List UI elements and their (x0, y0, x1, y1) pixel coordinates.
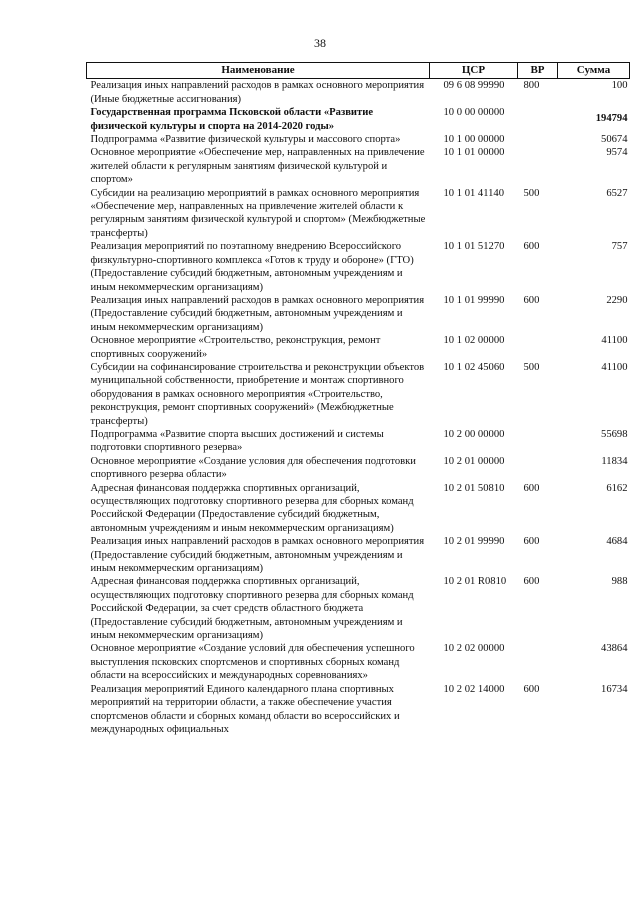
header-name: Наименование (87, 63, 430, 79)
row-sum-cell: 9574 (606, 147, 628, 159)
row-name-cell: Государственная программа Псковской области «Развитие физической культуры и спорта на 2014-2020 годы» (90, 107, 374, 132)
row-csr-cell: 10 1 01 41140 (443, 187, 505, 199)
table-row (87, 240, 630, 294)
table-header-row (87, 63, 630, 79)
row-name-cell: Субсидии на софинансирование строительства и реконструкции объектов муниципальной собственности, приобретение и монтаж спортивного оборудования в рамках основного мероприятия «Строительство, реконструкция, ремонт спортивных сооружений» (Межбюджетные трансферты) (90, 361, 425, 427)
row-csr-cell: 10 2 02 00000 (443, 643, 505, 655)
row-vr-cell: 600 (523, 536, 540, 548)
row-sum-cell: 50674 (601, 134, 628, 146)
row-csr-cell: 10 1 02 00000 (443, 335, 505, 347)
row-vr-cell: 600 (523, 683, 540, 695)
row-name-cell: Реализация мероприятий Единого календарного плана спортивных мероприятий на территории области, а также обеспечение участия спортсменов области и сборных команд области во всероссийских и международных официальных (90, 683, 400, 735)
row-name-cell: Подпрограмма «Развитие спорта высших достижений и системы подготовки спортивного резерва» (90, 428, 384, 454)
row-sum-cell: 2290 (606, 294, 628, 306)
table-row (87, 79, 630, 106)
row-csr-cell: 10 2 01 50810 (443, 482, 505, 494)
table-row (87, 294, 630, 334)
row-name-cell: Адресная финансовая поддержка спортивных организаций, осуществляющих подготовку спортивного резерва для сборных команд Российской Федерации, за счет средств областного бюджета (Предоставление субсидий бюджетным, автономным учреждениям и иным некоммерческим организациям) (90, 576, 414, 642)
row-vr-cell (518, 428, 558, 455)
row-sum-cell: 6527 (606, 187, 628, 199)
row-name-cell: Основное мероприятие «Создание условия для обеспечения подготовки спортивного резерва области» (90, 455, 416, 481)
header-sum: Сумма (558, 63, 630, 79)
row-csr-cell: 10 2 01 99990 (443, 536, 505, 548)
row-sum-cell: 194794 (595, 113, 628, 125)
row-csr-cell: 10 2 00 00000 (443, 428, 505, 440)
row-vr-cell (518, 334, 558, 361)
row-csr-cell: 10 1 01 51270 (443, 241, 505, 253)
table-row (87, 187, 630, 241)
table-row (87, 683, 630, 737)
header-csr: ЦСР (430, 63, 518, 79)
header-vr: ВР (518, 63, 558, 79)
row-vr-cell (518, 106, 558, 133)
row-name-cell: Реализация иных направлений расходов в рамках основного мероприятия (Предоставление субсидий бюджетным, автономным учреждениям и иным некоммерческим организациям) (90, 294, 425, 333)
row-sum-cell: 11834 (601, 455, 628, 467)
row-csr-cell: 10 1 01 00000 (443, 147, 505, 159)
row-name-cell: Субсидии на реализацию мероприятий в рамках основного мероприятия «Обеспечение мер, направленных на привлечение жителей области к регулярным занятиям физической культурой и спортом» (Межбюджетные трансферты) (90, 187, 426, 239)
row-vr-cell: 600 (523, 294, 540, 306)
budget-table (86, 62, 630, 736)
table-row (87, 455, 630, 482)
row-sum-cell: 100 (611, 80, 628, 92)
row-sum-cell: 55698 (601, 428, 628, 440)
table-row (87, 133, 630, 146)
row-csr-cell: 10 2 01 00000 (443, 455, 505, 467)
row-vr-cell: 600 (523, 482, 540, 494)
row-vr-cell: 600 (523, 241, 540, 253)
row-sum-cell: 16734 (601, 683, 628, 695)
row-name-cell: Адресная финансовая поддержка спортивных организаций, осуществляющих подготовку спортивного резерва для сборных команд Российской Федерации (Предоставление субсидий бюджетным, автономным учреждениям и иным некоммерческим организациям) (90, 482, 414, 534)
row-csr-cell: 10 1 00 00000 (443, 134, 505, 146)
table-row (87, 482, 630, 536)
row-sum-cell: 41100 (601, 361, 628, 373)
table-row (87, 428, 630, 455)
page-number: 38 (314, 36, 326, 50)
table-row (87, 361, 630, 428)
row-name-cell: Основное мероприятие «Обеспечение мер, направленных на привлечение жителей области к регулярным занятиям физической культурой и спортом» (90, 147, 425, 186)
row-vr-cell (518, 133, 558, 146)
table-row (87, 146, 630, 186)
row-vr-cell: 500 (523, 361, 540, 373)
row-vr-cell (518, 146, 558, 186)
row-vr-cell: 600 (523, 576, 540, 588)
row-csr-cell: 10 2 02 14000 (443, 683, 505, 695)
row-name-cell: Подпрограмма «Развитие физической культуры и массового спорта» (90, 134, 401, 146)
row-csr-cell: 10 0 00 00000 (443, 107, 505, 119)
table-row (87, 535, 630, 575)
table-body (87, 79, 630, 736)
row-vr-cell (518, 455, 558, 482)
table-row (87, 575, 630, 642)
row-sum-cell: 43864 (601, 643, 628, 655)
table-row (87, 642, 630, 682)
row-sum-cell: 757 (611, 241, 628, 253)
row-name-cell: Реализация иных направлений расходов в рамках основного мероприятия (Иные бюджетные ассигнования) (90, 80, 425, 105)
row-vr-cell (518, 642, 558, 682)
table-row (87, 334, 630, 361)
row-vr-cell: 500 (523, 187, 540, 199)
row-csr-cell: 09 6 08 99990 (443, 80, 505, 92)
row-vr-cell: 800 (523, 80, 540, 92)
row-name-cell: Основное мероприятие «Строительство, реконструкция, ремонт спортивных сооружений» (90, 335, 381, 360)
row-name-cell: Реализация иных направлений расходов в рамках основного мероприятия (Предоставление субсидий бюджетным, автономным учреждениям и иным некоммерческим организациям) (90, 536, 425, 575)
table-row (87, 106, 630, 133)
row-name-cell: Основное мероприятие «Создание условий для обеспечения успешного выступления псковских спортсменов и спортивных сборных команд области на всероссийских и международных соревнованиях» (90, 643, 415, 682)
row-sum-cell: 41100 (601, 335, 628, 347)
row-sum-cell: 988 (611, 576, 628, 588)
row-csr-cell: 10 1 02 45060 (443, 361, 505, 373)
row-name-cell: Реализация мероприятий по поэтапному внедрению Всероссийского физкультурно-спортивного комплекса «Готов к труду и обороне» (ГТО) (Предоставление субсидий бюджетным, автономным учреждениям и иным некоммерческим организациям) (90, 241, 414, 293)
row-csr-cell: 10 1 01 99990 (443, 294, 505, 306)
row-csr-cell: 10 2 01 R0810 (443, 576, 507, 588)
row-sum-cell: 4684 (606, 536, 628, 548)
row-sum-cell: 6162 (606, 482, 628, 494)
